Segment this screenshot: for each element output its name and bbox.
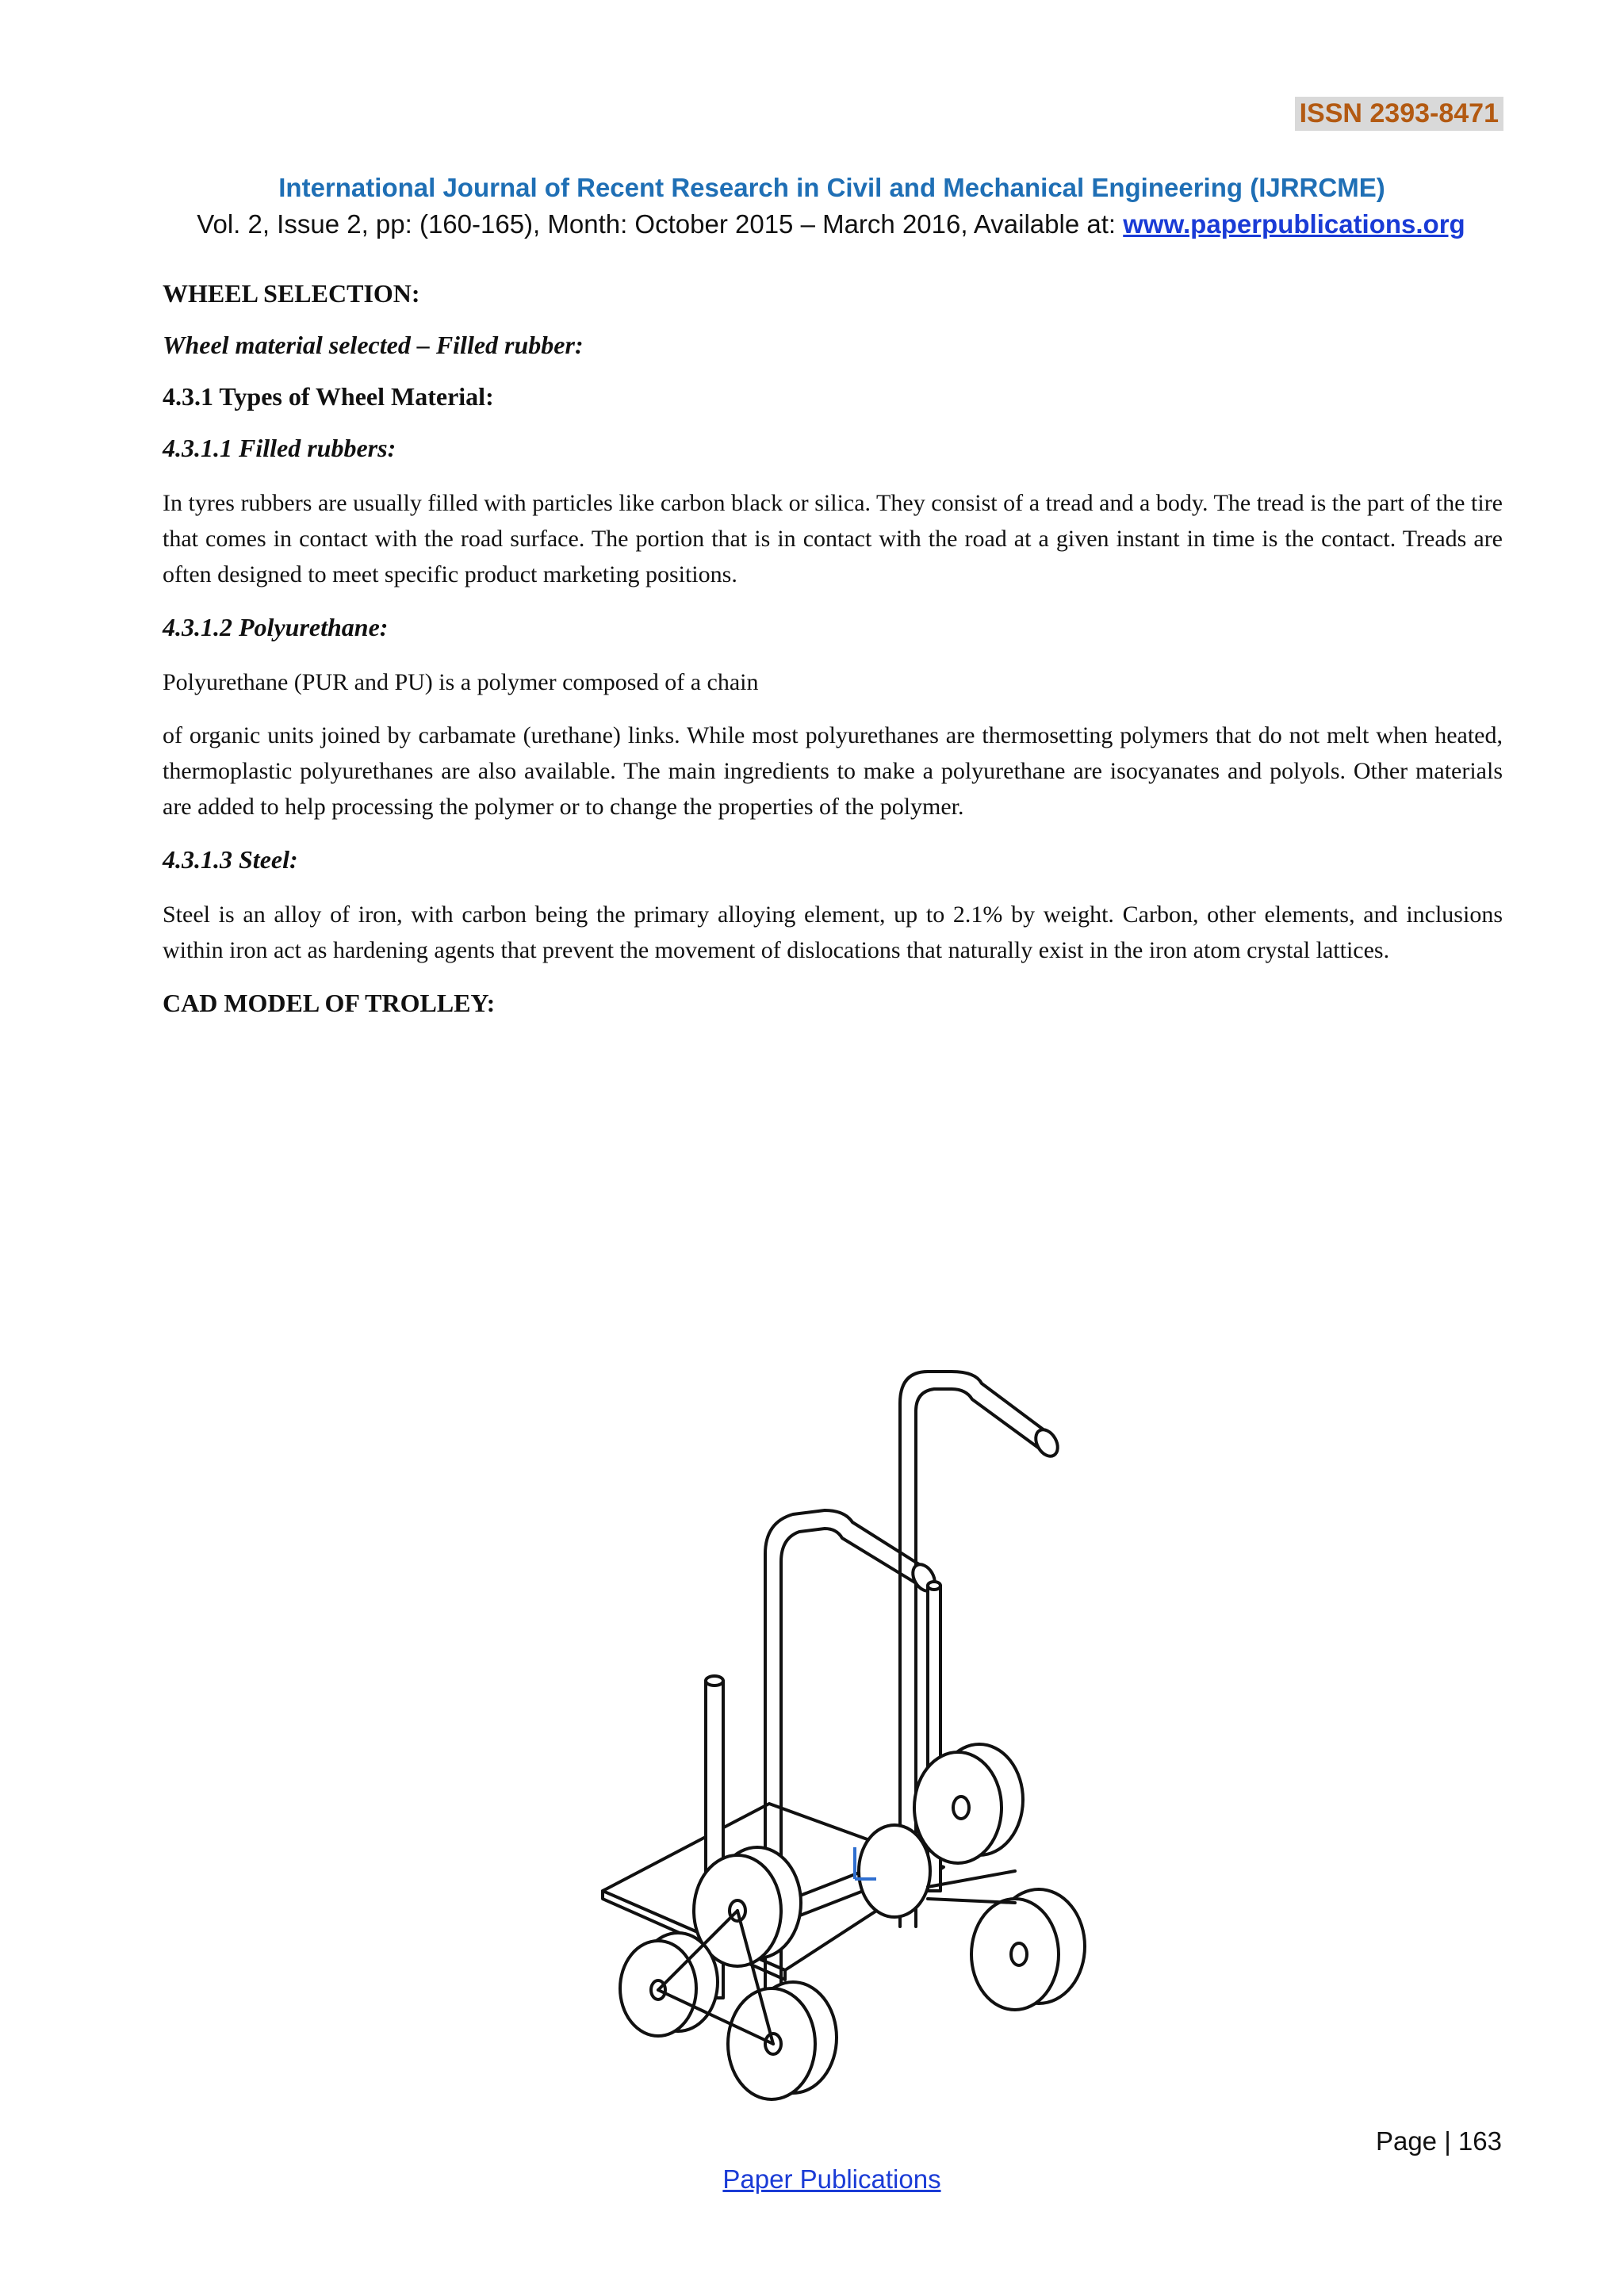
trolley-cad-figure: [317, 1110, 1308, 2109]
heading-cad-model: CAD MODEL OF TROLLEY:: [163, 989, 496, 1017]
paragraph-filled-rubbers: In tyres rubbers are usually filled with particles like carbon black or silica. They consist of a tread and a body. The tread is the part of the tire that comes in contact with the road surface. The portion that is in contact with the road at a given instant in time is the contact. Treads are often designed to meet specific product marketing positions.: [163, 490, 1503, 587]
journal-volume-info: Vol. 2, Issue 2, pp: (160-165), Month: October 2015 – March 2016, Available at:: [197, 209, 1124, 239]
heading-polyurethane: 4.3.1.2 Polyurethane:: [163, 613, 389, 641]
journal-title: International Journal of Recent Research in Civil and Mechanical Engineering (IJRRCME): [278, 173, 1385, 202]
heading-filled-rubbers: 4.3.1.1 Filled rubbers:: [163, 434, 396, 462]
paragraph-steel: Steel is an alloy of iron, with carbon being the primary alloying element, up to 2.1% by weight. Carbon, other elements, and inclusions within iron act as hardening agents that prevent the movement of dislocations that naturally exist in the iron atom crystal lattices.: [163, 901, 1503, 963]
article-body: [163, 279, 1503, 1040]
heading-steel: 4.3.1.3 Steel:: [163, 845, 298, 874]
issn-label: ISSN 2393-8471: [1295, 97, 1503, 131]
publisher-link[interactable]: Paper Publications: [722, 2164, 941, 2194]
right-wheel-cluster: [859, 1744, 1085, 2010]
journal-url-link[interactable]: www.paperpublications.org: [1123, 209, 1465, 239]
paragraph-polyurethane: of organic units joined by carbamate (urethane) links. While most polyurethanes are thermosetting polymers that do not melt when heated, thermoplastic polyurethanes are also available. The main ingredients to make a polyurethane are isocyanates and polyols. Other materials are added to help processing the polymer or to change the properties of the polymer.: [163, 722, 1503, 820]
paragraph-polyurethane-intro: Polyurethane (PUR and PU) is a polymer composed of a chain: [163, 669, 759, 695]
heading-types-of-wheel-material: 4.3.1 Types of Wheel Material:: [163, 382, 494, 411]
heading-wheel-selection: WHEEL SELECTION:: [163, 279, 420, 308]
journal-info: [165, 209, 1497, 239]
heading-material-selected: Wheel material selected – Filled rubber:: [163, 331, 584, 359]
page-number: Page | 163: [1375, 2126, 1502, 2156]
